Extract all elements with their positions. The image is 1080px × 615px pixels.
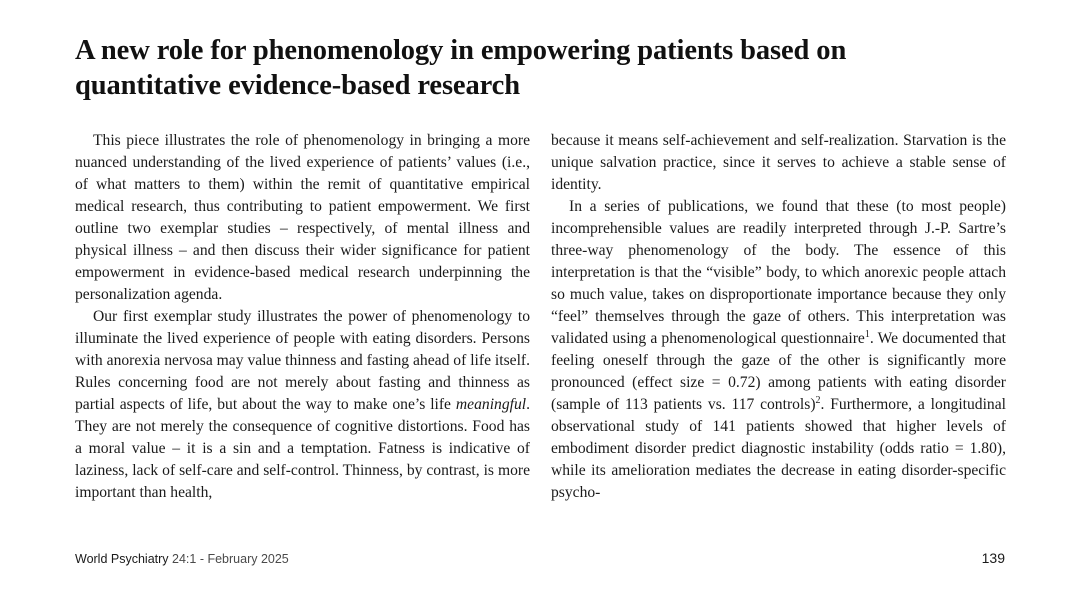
- exemplar-study-text-end: . They are not merely the consequence of cognitive distortions. Food has a moral value – it is a sin and a temptation. Fatness is indicative of laziness, lack of self-care and self-control. Thinness, by contrast, is more important than health,: [75, 396, 530, 501]
- emphasis-meaningful: meaningful: [455, 396, 527, 413]
- findings-text-middle: . We documented that feeling oneself through the gaze of the other is significantly more pronounced (effect size = 0.72) among patients with eating disorder (sample of 113 patients vs. 117 controls): [551, 330, 1007, 413]
- findings-text-end: . Furthermore, a longitudinal observational study of 141 patients showed that higher levels of embodiment disorder predict diagnostic instability (odds ratio = 1.80), while its amelioration mediates the decrease in eating disorder-specific psycho-: [551, 396, 1006, 501]
- reference-1-link[interactable]: 1: [864, 329, 870, 340]
- findings-paragraph: [551, 196, 1006, 504]
- article-title: A new role for phenomenology in empowering patients based on quantitative evidence-based research: [75, 35, 847, 101]
- reference-2-link[interactable]: 2: [815, 395, 821, 406]
- journal-name: World Psychiatry: [75, 552, 169, 566]
- intro-paragraph: [75, 130, 530, 306]
- journal-issue: 24:1 - February 2025: [168, 552, 289, 566]
- intro-paragraph-text: This piece illustrates the role of phenomenology in bringing a more nuanced understanding of the lived experience of patients’ values (i.e., of what matters to them) within the remit of quantitative empirical medical research, thus contributing to patient empowerment. We first outline two exemplar studies – respectively, of mental illness and physical illness – and then discuss their wider significance for patient empowerment in evidence-based medical research underpinning the personalization agenda.: [75, 132, 530, 303]
- continued-paragraph: [551, 130, 1006, 196]
- page-number: 139: [981, 550, 1005, 566]
- right-column: [551, 130, 1006, 504]
- left-column: [75, 130, 530, 504]
- exemplar-study-text-start: Our first exemplar study illustrates the power of phenomenology to illuminate the lived experience of people with eating disorders. Persons with anorexia nervosa may value thinness and fasting ahead of life itself. Rules concerning food are not merely about fasting and thinness as partial aspects of life, but about the way to make one’s life: [75, 308, 530, 413]
- journal-footer: [75, 551, 289, 567]
- continued-paragraph-text: because it means self-achievement and self-realization. Starvation is the unique salvation practice, since it serves to achieve a stable sense of identity.: [551, 132, 1006, 193]
- exemplar-study-paragraph: [75, 306, 530, 504]
- findings-text-start: In a series of publications, we found that these (to most people) incomprehensible values are readily interpreted through J.-P. Sartre’s three-way phenomenology of the body. The essence of this interpretation is that the “visible” body, to which anorexic people attach so much value, takes on disproportionate importance because they only “feel” themselves through the gaze of others. This interpretation was validated using a phenomenological questionnaire: [551, 198, 1006, 347]
